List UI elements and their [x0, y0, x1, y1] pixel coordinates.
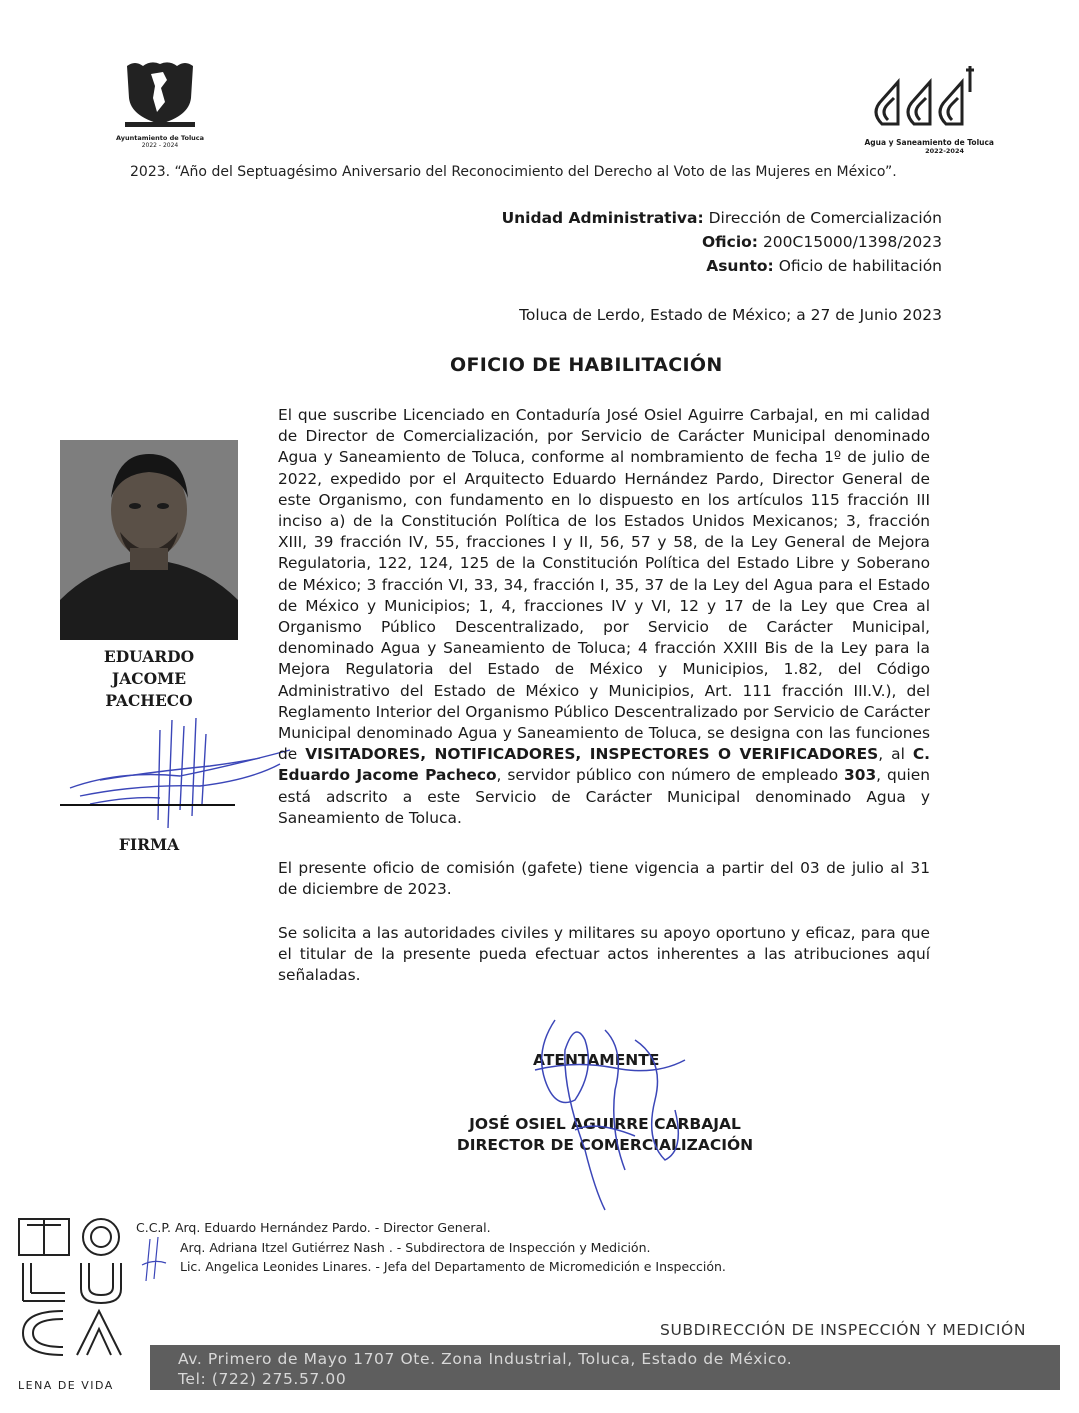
ccp-line-2: Arq. Adriana Itzel Gutiérrez Nash . - Subdirectora de Inspección y Medición. — [180, 1240, 651, 1255]
firma-label: FIRMA — [118, 835, 180, 854]
paragraph-1-text-4: , quien está adscrito a este Servicio de Carácter Municipal denominado Agua y Saneamiento de Toluca. — [278, 766, 930, 827]
place-date: Toluca de Lerdo, Estado de México; a 27 de Junio 2023 — [519, 306, 942, 324]
signer-title: DIRECTOR DE COMERCIALIZACIÓN — [456, 1136, 754, 1154]
atentamente: ATENTAMENTE — [533, 1051, 660, 1069]
ayuntamiento-logo-name: Ayuntamiento de Toluca — [115, 134, 205, 142]
year-motto: 2023. “Año del Septuagésimo Aniversario del Reconocimiento del Derecho al Voto de las Mujeres en México”. — [130, 164, 897, 180]
unidad-label: Unidad Administrativa: — [501, 209, 704, 227]
document-meta — [502, 206, 942, 278]
ccp-line-3: Lic. Angelica Leonides Linares. - Jefa del Departamento de Micromedición e Inspección. — [180, 1259, 726, 1274]
holder-name-line3: PACHECO — [105, 691, 193, 710]
signature-line — [60, 804, 235, 806]
toluca-wordmark-icon — [15, 1215, 130, 1385]
ayuntamiento-logo — [105, 58, 215, 158]
footer-address: Av. Primero de Mayo 1707 Ote. Zona Industrial, Toluca, Estado de México. — [178, 1350, 793, 1368]
holder-name-line1: EDUARDO — [103, 647, 195, 666]
toluca-crest-icon — [105, 58, 215, 130]
agua-saneamiento-logo-years: 2022-2024 — [925, 147, 964, 155]
ccp-line-1: C.C.P. Arq. Eduardo Hernández Pardo. - Director General. — [136, 1220, 491, 1235]
paragraph-1-text-2: , al — [878, 745, 913, 764]
body-paragraph-1 — [278, 405, 930, 829]
oficio-label: Oficio: — [701, 233, 758, 251]
oficio-value: 200C15000/1398/2023 — [762, 233, 942, 251]
paragraph-1-text-3: , servidor público con número de empleado — [496, 766, 845, 785]
holder-photo — [60, 440, 238, 640]
signer-name: JOSÉ OSIEL AGUIRRE CARBAJAL — [469, 1115, 741, 1133]
agua-saneamiento-logo-name: Agua y Saneamiento de Toluca — [864, 138, 994, 147]
toluca-tagline: LENA DE VIDA — [18, 1379, 114, 1392]
footer-department: SUBDIRECCIÓN DE INSPECCIÓN Y MEDICIÓN — [660, 1321, 1027, 1339]
document-title: OFICIO DE HABILITACIÓN — [450, 354, 723, 376]
employee-number-bold: 303 — [844, 766, 877, 785]
unidad-administrativa-row — [502, 206, 942, 230]
asunto-value: Oficio de habilitación — [778, 257, 942, 275]
functions-bold: VISITADORES, NOTIFICADORES, INSPECTORES O VERIFICADORES — [305, 745, 879, 764]
oficio-row — [502, 230, 942, 254]
body-paragraph-3: Se solicita a las autoridades civiles y militares su apoyo oportuno y eficaz, para que el titular de la presente pueda efectuar actos inherentes a las atribuciones aquí señaladas. — [278, 924, 930, 985]
ayuntamiento-logo-years: 2022 - 2024 — [141, 142, 179, 149]
director-signature-icon — [515, 1010, 705, 1220]
paragraph-1-text: El que suscribe Licenciado en Contaduría José Osiel Aguirre Carbajal, en mi calidad de Director de Comercialización, por Servicio de Carácter Municipal denominado Agua y Saneamiento de Toluca, conforme al nombramiento de fecha 1º de julio de 2022, expedido por el Arquitecto Eduardo Hernández Pardo, Director General de este Organismo, con fundamento en lo dispuesto en los artículos 115 fracción III inciso a) de la Constitución Política de los Estados Unidos Mexicanos; 3, fracción XIII, 39 fracción IV, 55, fracciones I y II, 56, 57 y 58, de la Ley General de Mejora Regulatoria, 122, 124, 125 de la Constitución Política del Estado Libre y Soberano de México; 3 fracción VI, 33, 34, fracción I, 35, 37 de la Ley del Agua para el Estado de México y Municipios; 1, 4, fracciones IV y VI, 12 y 17 de la Ley que Crea al Organismo Público Descentralizado, por Servicio de Carácter Municipal, denominado Agua y Saneamiento de Toluca; 4 fracción XXIII Bis de la Ley para la Mejora Regulatoria del Estado de México y Municipios, 1.82, del Código Administrativo del Estado de México y Municipios, Art. 111 fracción III.V.), del Reglamento Interior del Organismo Público Descentralizado por Servicio de Carácter Municipal denominado Agua y Saneamiento de Toluca, se designa con las funciones de — [278, 406, 930, 764]
footer-phone: Tel: (722) 275.57.00 — [178, 1370, 347, 1388]
holder-signature-icon — [60, 700, 300, 830]
person-photo-icon — [60, 440, 238, 640]
asunto-label: Asunto: — [706, 257, 774, 275]
unidad-value: Dirección de Comercialización — [708, 209, 942, 227]
water-drops-icon — [868, 62, 988, 134]
holder-name-bold: C. Eduardo Jacome Pacheco — [278, 745, 930, 785]
asunto-row — [502, 254, 942, 278]
ccp-scribble-icon — [140, 1235, 170, 1285]
holder-name-line2: JACOME — [111, 669, 187, 688]
body-paragraph-2: El presente oficio de comisión (gafete) tiene vigencia a partir del 03 de julio al 31 de diciembre de 2023. — [278, 859, 930, 899]
agua-saneamiento-logo — [862, 62, 994, 162]
